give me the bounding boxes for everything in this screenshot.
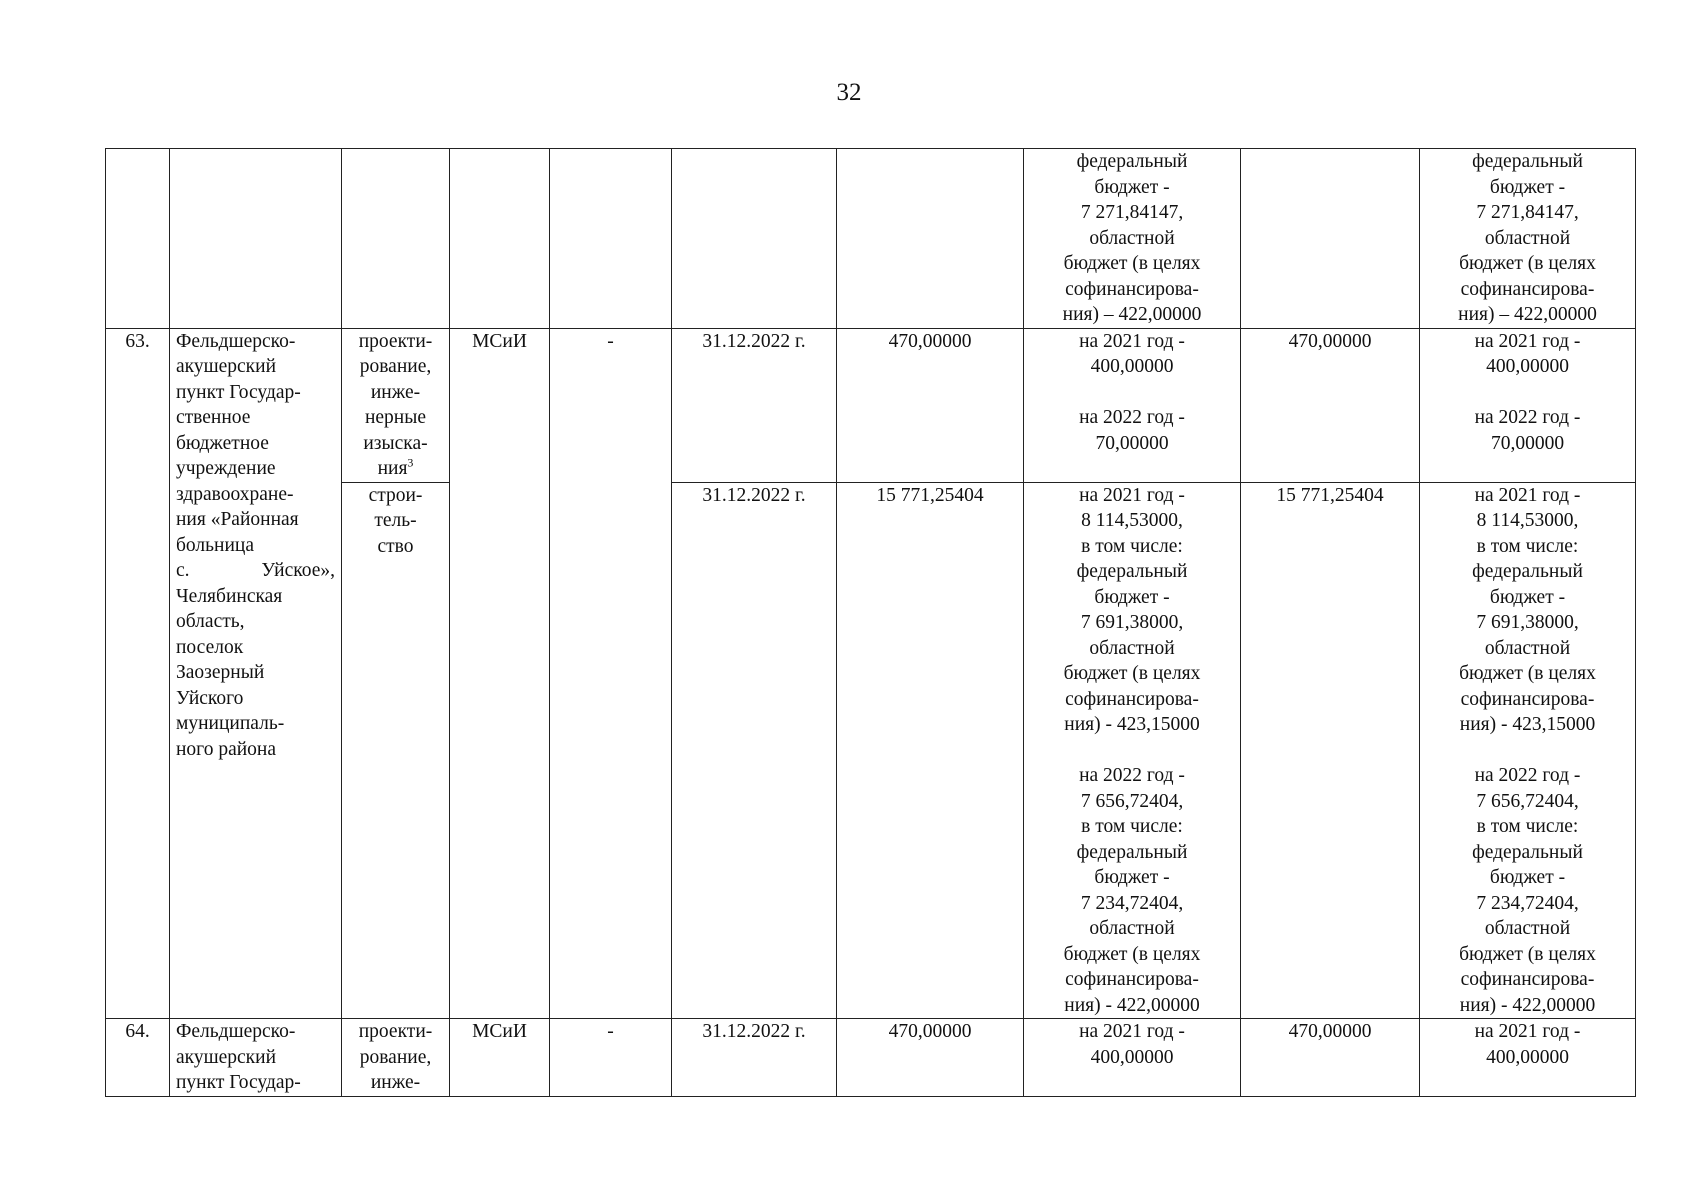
text-line: федеральный [1076,841,1188,863]
text-line: федеральный [1076,151,1188,172]
text-line: на 2022 год - [1079,407,1185,428]
funding-by-year-2 [1420,1019,1636,1097]
text-line: 7 234,72404, [1476,892,1579,914]
text-line: 400,00000 [1090,1046,1174,1068]
dash-cell: - [550,1019,672,1097]
completion-date: 31.12.2022 г. [672,328,837,482]
line-spacer [1030,380,1234,406]
text-line: на 2022 год - [1474,765,1581,786]
object-name: Фельдшерско- акушерский пункт Государ- [170,1019,342,1097]
line-spacer [1030,738,1234,764]
text-line: софинансирова- [1460,278,1595,300]
total-funding: 15 771,25404 [1241,482,1420,1019]
responsible-agency: МСиИ [450,1019,550,1097]
cont-funding-breakdown [1024,149,1241,329]
text-line: 400,00000 [1486,1046,1569,1068]
text-line: на 2021 год - [1474,484,1581,506]
cell-empty [106,149,170,329]
cell-empty [672,149,837,329]
text-line: областной [1089,227,1175,249]
text-line: ния) – 422,00000 [1458,304,1597,325]
text-line: софинансирова- [1065,969,1199,990]
text-line: бюджет (в целях [1063,663,1201,684]
text-line: ния) – 422,00000 [1062,304,1202,325]
text-line: областной [1484,227,1571,249]
cell-empty [550,149,672,329]
text-line: федеральный [1076,561,1188,582]
text-line: софинансирова- [1065,688,1199,710]
text-line: на 2021 год - [1079,484,1185,506]
table-row-continuation [106,149,1636,329]
page-number: 32 [836,79,862,106]
total-funding: 470,00000 [1241,1019,1420,1097]
funding-by-year-2 [1420,482,1636,1019]
text-line: на 2022 год - [1079,765,1185,786]
text-line: 7 691,38000, [1476,612,1579,633]
text-line: 7 271,84147, [1080,202,1184,223]
text-line: 400,00000 [1090,356,1174,377]
completion-date: 31.12.2022 г. [672,1019,837,1097]
work-type-design: проекти- рование, инже- нерные изыска- ния$^3$ [342,328,450,482]
text-line: на 2021 год - [1474,330,1581,352]
text-line: на 2021 год - [1079,1021,1185,1042]
cell-empty [837,149,1024,329]
work-type-construction: строи- тель- ство [342,482,450,1019]
text-line: на 2021 год - [1079,330,1185,352]
text-line: бюджет (в целях [1063,253,1201,274]
text-line: бюджет (в целях [1459,943,1596,965]
cell-empty [450,149,550,329]
text-line: бюджет - [1489,176,1566,198]
text-line: софинансирова- [1065,278,1199,300]
text-line: областной [1089,918,1175,939]
text-line: 8 114,53000, [1476,510,1579,531]
table-row-63-design [106,328,1636,482]
cont-funding-breakdown-2 [1420,149,1636,329]
text-line: бюджет - [1094,867,1170,888]
text-line: 400,00000 [1486,356,1569,377]
text-line: ния) - 423,15000 [1064,714,1200,735]
text-line: областной [1484,637,1571,659]
text-line: ния) - 423,15000 [1459,714,1596,735]
total-funding: 470,00000 [1241,328,1420,482]
text-line: в том числе: [1476,816,1579,837]
text-line: 7 271,84147, [1476,202,1579,223]
text-line: 70,00000 [1095,432,1169,454]
text-line: бюджет - [1094,586,1170,608]
text-line: в том числе: [1081,816,1183,837]
text-line: бюджет - [1489,867,1566,888]
text-line: на 2021 год - [1474,1021,1581,1042]
text-line: 7 234,72404, [1080,892,1184,914]
text-line: 7 691,38000, [1080,612,1184,633]
line-spacer [1426,380,1629,406]
footnote-mark: 3 [407,455,414,470]
table-row-64 [106,1019,1636,1097]
text-line: федеральный [1472,841,1583,863]
text-line: софинансирова- [1460,969,1595,990]
text-line: федеральный [1472,561,1583,582]
text-line: 8 114,53000, [1081,510,1183,531]
text-line: ния) - 422,00000 [1459,994,1596,1016]
funding-by-year [1024,1019,1241,1097]
funding-by-year-2 [1420,328,1636,482]
text-line: бюджет (в целях [1459,253,1596,274]
investment-objects-table [105,148,1636,1097]
funding-by-year [1024,328,1241,482]
text-line: в том числе: [1081,535,1183,557]
text-line: областной [1089,637,1175,659]
funding-by-year [1024,482,1241,1019]
estimated-cost: 470,00000 [837,1019,1024,1097]
text-line: бюджет (в целях [1459,663,1596,684]
text-line: 7 656,72404, [1476,790,1579,812]
text-line: 70,00000 [1490,432,1565,454]
text-line: бюджет (в целях [1063,943,1201,965]
cell-empty [1241,149,1420,329]
row-number: 63. [106,328,170,1019]
text-line: в том числе: [1476,535,1579,557]
text-line: бюджет - [1094,176,1170,198]
text-line: ния) - 422,00000 [1064,994,1200,1016]
estimated-cost: 15 771,25404 [837,482,1024,1019]
row-number: 64. [106,1019,170,1097]
estimated-cost: 470,00000 [837,328,1024,482]
text-line: бюджет - [1489,586,1566,608]
cell-empty [342,149,450,329]
text-line: областной [1484,918,1571,939]
dash-cell: - [550,328,672,1019]
object-name: Фельдшерско- акушерский пункт Государ- ственное бюджетное учреждение здравоохране- ния «Районная больница с. Уйское», Челябинская область, поселок Заозерный Уйского муниципаль- ного района [170,328,342,1019]
completion-date: 31.12.2022 г. [672,482,837,1019]
text-line: на 2022 год - [1474,407,1581,428]
line-spacer [1426,738,1629,764]
text-line: софинансирова- [1460,688,1595,710]
responsible-agency: МСиИ [450,328,550,1019]
cell-empty [170,149,342,329]
text-line: федеральный [1472,151,1583,172]
work-type-design: проекти- рование, инже- [342,1019,450,1097]
text-line: 7 656,72404, [1080,790,1184,812]
